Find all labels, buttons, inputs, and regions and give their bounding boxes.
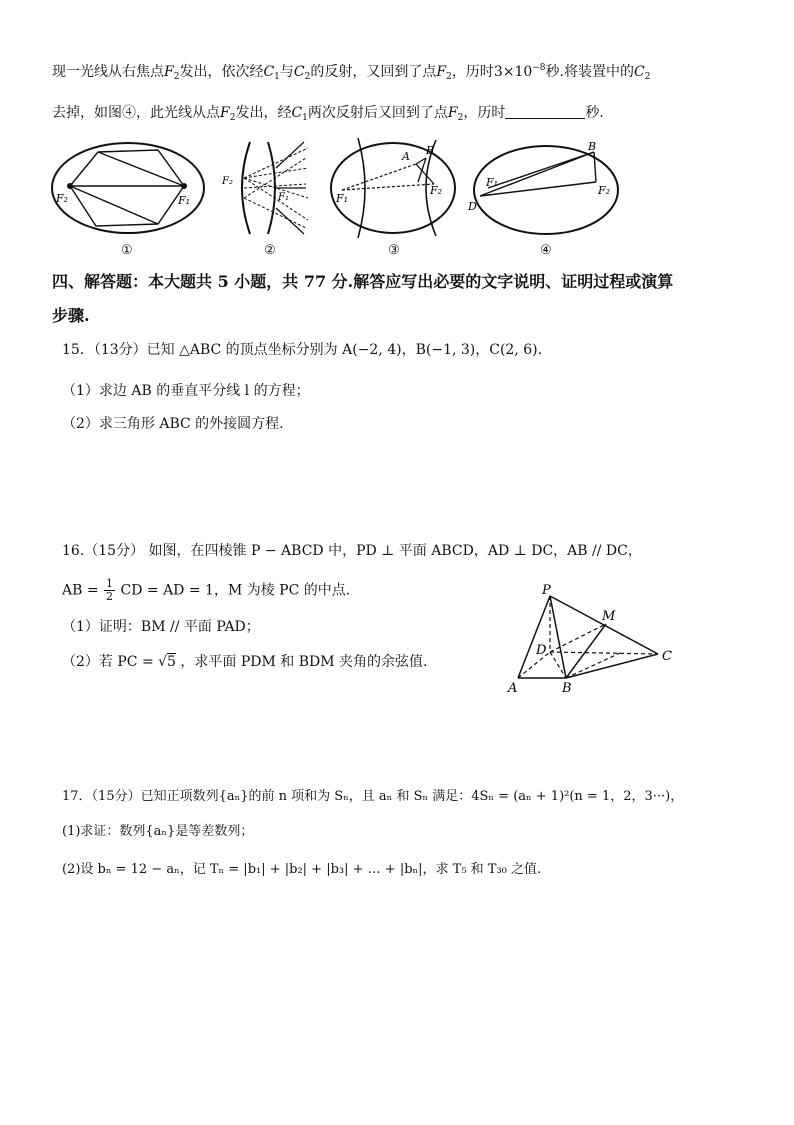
q16-text: AB = (62, 582, 99, 599)
fig3-label-B: B (426, 144, 435, 157)
fraction-half (104, 578, 115, 603)
sqrt-radicand: 5 (167, 654, 176, 670)
intro-text: 两次反射后又回到了点 (307, 105, 448, 121)
q15-part-2: （2）求三角形 ABC 的外接圆方程. (62, 416, 284, 432)
intro-text: 去掉，如图④，此光线从点 (52, 105, 220, 121)
q17-stem: 17．（15分）已知正项数列{aₙ}的前 n 项和为 Sₙ，且 aₙ 和 Sₙ 满足：4Sₙ = (aₙ + 1)²(n = 1，2，3···)， (62, 789, 684, 804)
figure-4-caption: ④ (540, 243, 552, 258)
q16-text: ，求平面 PDM 和 BDM 夹角的余弦值. (180, 654, 428, 670)
intro-text: 发出，经 (235, 105, 292, 121)
q16-line-2 (62, 578, 350, 608)
intro-text: 发出，依次经 (179, 64, 264, 80)
pyramid-figure (500, 582, 680, 700)
fig3-label-F2: F₂ (430, 184, 443, 197)
pyramid-label-P: P (542, 583, 551, 598)
q16-text: （2）若 PC = (62, 654, 154, 670)
pyramid-label-B: B (562, 681, 572, 696)
intro-text: 秒.将装置中的 (545, 64, 634, 80)
time-value: 3×10 (493, 64, 533, 80)
pyramid-label-D: D (536, 643, 547, 658)
intro-text: 秒. (585, 105, 604, 121)
fig1-label-F1: F₁ (178, 194, 191, 207)
fig4-label-D: D (468, 200, 477, 213)
fig3-label-F1: F₁ (336, 192, 349, 205)
figure-2-caption: ② (264, 243, 276, 258)
fraction-denominator: 2 (106, 590, 114, 603)
intro-line-2: 去掉，如图④，此光线从点$F_2$发出，经$C_1$两次反射后又回到了点$F_2$，历时 秒. (52, 105, 604, 123)
section-heading: 四、解答题：本大题共 5 小题，共 77 分.解答应写出必要的文字说明、证明过程或演算 (52, 272, 674, 291)
section-heading-cont: 步骤. (52, 306, 90, 325)
intro-line-1: 现一光线从右焦点$F_2$发出，依次经$C_1$与$C_2$的反射，又回到了点$F_2$，历时$3\times 10^{-8}$秒.将装置中的$C_2$ (52, 63, 651, 82)
fig3-label-A: A (402, 150, 410, 163)
sqrt-symbol: √ (158, 654, 168, 670)
q16-stem: 16.（15分） 如图，在四棱锥 P − ABCD 中，PD ⊥ 平面 ABCD，AD ⊥ DC，AB // DC， (62, 543, 642, 559)
intro-text: 与 (279, 64, 294, 80)
fig2-label-F1: F₁ (278, 192, 289, 203)
intro-text: ，历时 (451, 64, 494, 80)
time-exponent: −8 (532, 63, 546, 73)
symbol-C: C (263, 64, 275, 80)
intro-text: 现一光线从右焦点 (52, 64, 164, 80)
pyramid-label-A: A (508, 681, 518, 696)
intro-text: ，历时 (463, 105, 506, 121)
fig4-label-F2: F₂ (598, 184, 611, 197)
fig2-label-F2: F₂ (222, 176, 233, 187)
q15-part-1: （1）求边 AB 的垂直平分线 l 的方程； (62, 383, 310, 399)
fig1-label-F2: F₂ (56, 192, 69, 205)
figure-1-ellipse (48, 138, 208, 238)
fraction-numerator: 1 (106, 577, 114, 590)
figure-3-caption: ③ (388, 243, 400, 258)
q16-text: CD = AD = 1，M 为棱 PC 的中点. (120, 582, 351, 599)
pyramid-label-C: C (662, 649, 672, 664)
symbol-F: F (164, 64, 174, 80)
q16-part-1: （1）证明：BM // 平面 PAD； (62, 619, 260, 635)
q17-part-1: (1)求证：数列{aₙ}是等差数列； (62, 824, 254, 839)
figure-3-ellipse-hyperbola (328, 138, 458, 238)
fig4-label-F1: F₁ (486, 176, 499, 189)
answer-blank[interactable] (505, 104, 585, 119)
figure-4-ellipse (466, 138, 626, 238)
q17-part-2: (2)设 bₙ = 12 − aₙ，记 Tₙ = |b₁| + |b₂| + |b₃| + … + |bₙ|，求 T₅ 和 T₃₀ 之值. (62, 862, 542, 877)
fig4-label-B: B (588, 140, 597, 153)
figure-1-caption: ① (121, 243, 133, 258)
pyramid-label-M: M (602, 609, 616, 624)
q16-part-2 (62, 652, 428, 672)
intro-text: 的反射，又回到了点 (310, 64, 437, 80)
q15-stem: 15．（13分）已知 △ABC 的顶点坐标分别为 A(−2, 4)，B(−1, 3)，C(2, 6). (62, 342, 543, 358)
figure-2-hyperbola (220, 138, 320, 238)
